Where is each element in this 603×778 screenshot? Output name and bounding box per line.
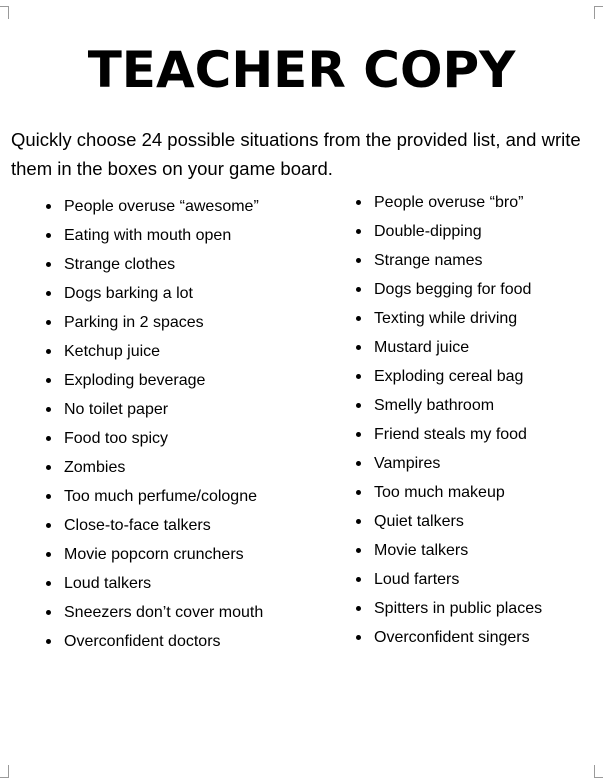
list-item[interactable]: Parking in 2 spaces: [46, 308, 263, 337]
list-item[interactable]: Close-to-face talkers: [46, 511, 263, 540]
list-item[interactable]: Double-dipping: [356, 217, 542, 246]
list-item[interactable]: Too much perfume/cologne: [46, 482, 263, 511]
list-item[interactable]: Mustard juice: [356, 333, 542, 362]
list-item[interactable]: Movie popcorn crunchers: [46, 540, 263, 569]
list-item[interactable]: Exploding cereal bag: [356, 362, 542, 391]
list-item[interactable]: Smelly bathroom: [356, 391, 542, 420]
list-item[interactable]: Overconfident singers: [356, 623, 542, 652]
list-item[interactable]: Too much makeup: [356, 478, 542, 507]
list-item[interactable]: Strange names: [356, 246, 542, 275]
list-item[interactable]: Texting while driving: [356, 304, 542, 333]
list-item[interactable]: Quiet talkers: [356, 507, 542, 536]
list-item[interactable]: Movie talkers: [356, 536, 542, 565]
page-corner-mark-bottom-left: [0, 765, 9, 778]
list-item[interactable]: No toilet paper: [46, 395, 263, 424]
list-item[interactable]: Zombies: [46, 453, 263, 482]
situations-list-right: [356, 188, 542, 652]
list-item[interactable]: Friend steals my food: [356, 420, 542, 449]
page-corner-mark-top-left: [0, 6, 9, 19]
list-item[interactable]: Sneezers don’t cover mouth: [46, 598, 263, 627]
instructions-paragraph[interactable]: Quickly choose 24 possible situations from the provided list, and write them in the boxes on your game board.: [11, 129, 581, 179]
list-item[interactable]: Spitters in public places: [356, 594, 542, 623]
page-title: TEACHER COPY: [87, 41, 516, 99]
list-item[interactable]: Food too spicy: [46, 424, 263, 453]
list-item[interactable]: Overconfident doctors: [46, 627, 263, 656]
list-item[interactable]: Dogs barking a lot: [46, 279, 263, 308]
page-corner-mark-top-right: [594, 6, 603, 19]
page-corner-mark-bottom-right: [594, 765, 603, 778]
list-item[interactable]: Eating with mouth open: [46, 221, 263, 250]
list-item[interactable]: Strange clothes: [46, 250, 263, 279]
list-item[interactable]: Dogs begging for food: [356, 275, 542, 304]
situations-list-left: [46, 192, 263, 656]
list-item[interactable]: People overuse “bro”: [356, 188, 542, 217]
list-item[interactable]: Loud farters: [356, 565, 542, 594]
list-item[interactable]: Ketchup juice: [46, 337, 263, 366]
list-item[interactable]: Exploding beverage: [46, 366, 263, 395]
list-item[interactable]: Loud talkers: [46, 569, 263, 598]
list-item[interactable]: Vampires: [356, 449, 542, 478]
list-item[interactable]: People overuse “awesome”: [46, 192, 263, 221]
